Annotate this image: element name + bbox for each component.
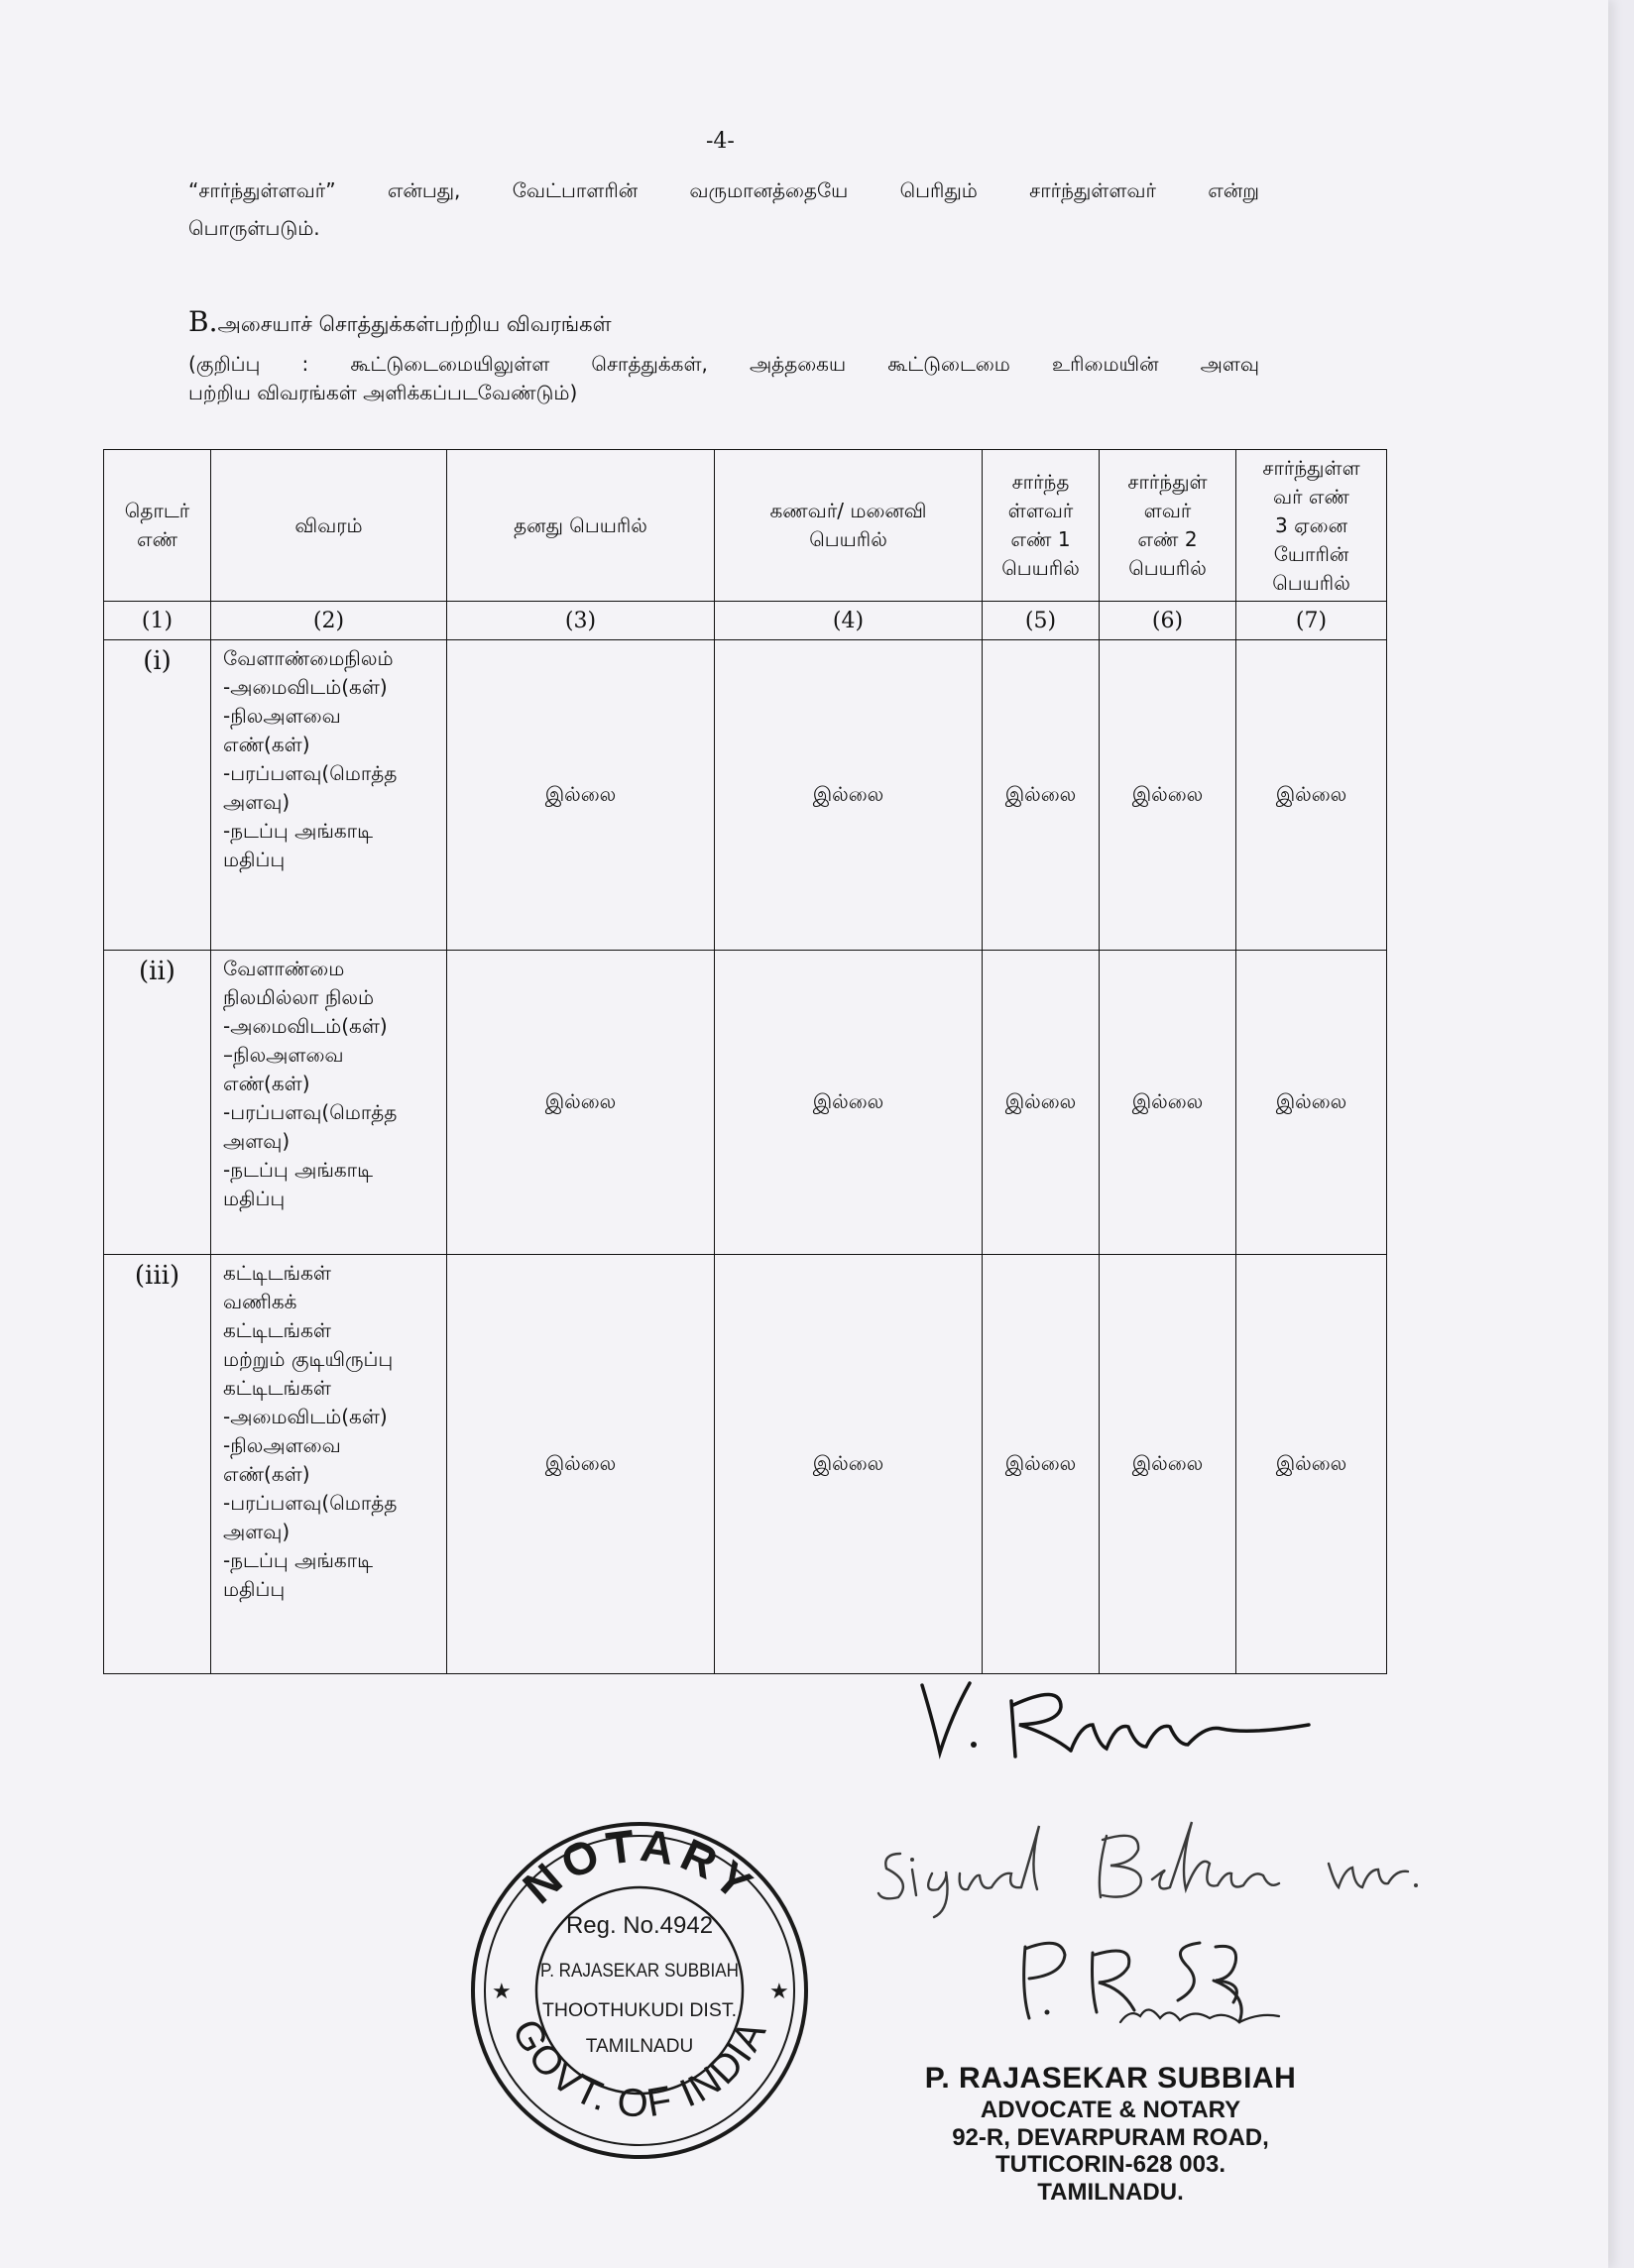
value-cell: இல்லை xyxy=(1236,1255,1387,1674)
notary-name: P. RAJASEKAR SUBBIAH xyxy=(924,2062,1297,2095)
header-line: சார்ந்துள்ள xyxy=(1262,455,1360,480)
description-line: -நிலஅளவை xyxy=(223,1433,341,1457)
header-line: தனது பெயரில் xyxy=(514,512,647,537)
column-number-row xyxy=(104,602,1387,640)
seal-district: THOOTHUKUDI DIST. xyxy=(542,2000,737,2021)
header-line: சார்ந்துள் xyxy=(1127,470,1208,494)
description-line: -நடப்பு அங்காடி xyxy=(223,1158,373,1182)
description-line: கட்டிடங்கள் xyxy=(223,1318,331,1342)
description-line: அளவு) xyxy=(223,790,291,814)
notary-initials xyxy=(1011,1923,1329,2042)
table-row xyxy=(104,640,1387,951)
value-cell: இல்லை xyxy=(715,640,983,951)
description-line: -நடப்பு அங்காடி xyxy=(223,1548,373,1572)
table-row xyxy=(104,951,1387,1255)
header-line: விவரம் xyxy=(294,512,363,537)
description-cell xyxy=(211,951,447,1255)
header-line: கணவர்/ மனைவி xyxy=(769,499,927,522)
serial-number: (ii) xyxy=(104,951,211,1255)
header-line: பெயரில் xyxy=(1128,556,1207,580)
definition-line-1 xyxy=(188,178,1259,203)
column-header xyxy=(104,450,211,602)
description-line: அளவு) xyxy=(223,1520,291,1543)
description-line: அளவு) xyxy=(223,1129,291,1153)
description-line: வேளாண்மை xyxy=(223,957,345,980)
definition-word: வருமானத்தையே xyxy=(689,178,849,202)
description-line: எண்(கள்) xyxy=(223,733,310,756)
value-cell: இல்லை xyxy=(447,1255,715,1674)
description-line: -நடப்பு அங்காடி xyxy=(223,819,373,843)
seal-state: TAMILNADU xyxy=(585,2036,694,2057)
header-line: பெயரில் xyxy=(1272,570,1350,595)
column-header xyxy=(1100,450,1236,602)
header-line: பெயரில் xyxy=(1001,556,1080,580)
notary-address-line: 92-R, DEVARPURAM ROAD, xyxy=(952,2123,1269,2151)
notary-address-stamp xyxy=(882,2062,1339,2207)
description-line: -அமைவிடம்(கள்) xyxy=(223,675,388,699)
value-cell: இல்லை xyxy=(447,951,715,1255)
header-line: ளவர் xyxy=(1143,499,1192,522)
value-cell: இல்லை xyxy=(983,951,1100,1255)
table-row xyxy=(104,1255,1387,1674)
description-line: மதிப்பு xyxy=(223,848,286,871)
page-number: -4- xyxy=(706,129,735,154)
seal-top-text: NOTARY xyxy=(513,1822,766,1914)
description-cell xyxy=(211,1255,447,1674)
definition-word: “சார்ந்துள்ளவர்” xyxy=(188,178,336,202)
description-line: -அமைவிடம்(கள்) xyxy=(223,1014,388,1038)
section-title xyxy=(188,305,612,339)
description-line: வேளாண்மைநிலம் xyxy=(223,646,394,670)
column-number: (1) xyxy=(104,602,211,640)
header-line: பெயரில் xyxy=(809,527,887,551)
header-line: எண் xyxy=(136,527,178,551)
column-number: (6) xyxy=(1100,602,1236,640)
header-line: 3 ஏனை xyxy=(1275,512,1347,537)
value-cell: இல்லை xyxy=(1236,951,1387,1255)
column-header xyxy=(1236,450,1387,602)
description-line: –நிலஅளவை xyxy=(223,1043,344,1067)
description-line: -பரப்பளவு(மொத்த xyxy=(223,1100,398,1124)
value-cell: இல்லை xyxy=(1100,951,1236,1255)
table-header-row xyxy=(104,450,1387,602)
note-line-1: (குறிப்பு : கூட்டுடைமையிலுள்ள சொத்துக்கள், அத்தகைய கூட்டுடைமை உரிமையின் அளவு xyxy=(188,352,1259,376)
value-cell: இல்லை xyxy=(1100,1255,1236,1674)
seal-reg-number: Reg. No.4942 xyxy=(565,1912,714,1939)
description-line: வணிகக் xyxy=(223,1290,297,1313)
description-line: மற்றும் குடியிருப்பு xyxy=(223,1347,394,1371)
seal-star-icon: ★ xyxy=(492,1980,512,2004)
value-cell: இல்லை xyxy=(715,1255,983,1674)
header-line: யோரின் xyxy=(1273,541,1349,566)
candidate-signature xyxy=(912,1665,1329,1784)
definition-line-2: பொருள்படும். xyxy=(188,216,320,240)
section-heading: அசையாச் சொத்துக்கள்பற்றிய விவரங்கள் xyxy=(217,312,612,336)
description-line: கட்டிடங்கள் xyxy=(223,1261,331,1285)
description-cell xyxy=(211,640,447,951)
description-line: எண்(கள்) xyxy=(223,1072,310,1095)
value-cell: இல்லை xyxy=(983,1255,1100,1674)
column-number: (7) xyxy=(1236,602,1387,640)
column-number: (5) xyxy=(983,602,1100,640)
header-line: எண் 2 xyxy=(1137,527,1198,551)
column-number: (4) xyxy=(715,602,983,640)
description-line: -பரப்பளவு(மொத்த xyxy=(223,1491,398,1515)
definition-word: பெரிதும் xyxy=(899,178,978,202)
definition-word: என்று xyxy=(1208,178,1259,202)
seal-bottom-text: GOVT. OF INDIA xyxy=(503,2012,776,2126)
value-cell: இல்லை xyxy=(447,640,715,951)
immovable-assets-table xyxy=(103,449,1387,1674)
signed-before-me-handwriting xyxy=(873,1814,1428,1923)
column-header xyxy=(447,450,715,602)
header-line: சார்ந்த xyxy=(1011,470,1070,494)
notary-state: TAMILNADU. xyxy=(1037,2179,1184,2207)
description-line: நிலமில்லா நிலம் xyxy=(223,985,375,1009)
description-line: மதிப்பு xyxy=(223,1187,286,1210)
notary-address-line: TUTICORIN-628 003. xyxy=(994,2151,1226,2179)
column-header xyxy=(715,450,983,602)
seal-name: P. RAJASEKAR SUBBIAH xyxy=(540,1961,739,1982)
description-line: கட்டிடங்கள் xyxy=(223,1376,331,1400)
value-cell: இல்லை xyxy=(715,951,983,1255)
header-line: வர் எண் xyxy=(1272,484,1349,509)
description-line: -அமைவிடம்(கள்) xyxy=(223,1405,388,1428)
value-cell: இல்லை xyxy=(983,640,1100,951)
serial-number: (i) xyxy=(104,640,211,951)
description-line: -பரப்பளவு(மொத்த xyxy=(223,761,398,785)
description-line: எண்(கள்) xyxy=(223,1462,310,1486)
serial-number: (iii) xyxy=(104,1255,211,1674)
header-line: ள்ளவர் xyxy=(1007,499,1074,522)
notary-title: ADVOCATE & NOTARY xyxy=(980,2096,1241,2123)
column-header xyxy=(211,450,447,602)
column-number: (3) xyxy=(447,602,715,640)
description-line: மதிப்பு xyxy=(223,1577,286,1601)
header-line: தொடர் xyxy=(124,499,190,522)
column-header xyxy=(983,450,1100,602)
section-letter: B. xyxy=(188,305,218,338)
note-line-2: பற்றிய விவரங்கள் அளிக்கப்படவேண்டும்) xyxy=(188,381,578,404)
definition-word: என்பது, xyxy=(387,178,461,202)
value-cell: இல்லை xyxy=(1100,640,1236,951)
notary-seal xyxy=(456,1822,823,2159)
section-note xyxy=(188,350,1259,407)
value-cell: இல்லை xyxy=(1236,640,1387,951)
description-line: -நிலஅளவை xyxy=(223,704,341,728)
definition-word: வேட்பாளரின் xyxy=(512,178,639,202)
definition-word: சார்ந்துள்ளவர் xyxy=(1029,178,1156,202)
header-line: எண் 1 xyxy=(1010,527,1071,551)
seal-star-icon: ★ xyxy=(769,1980,789,2004)
column-number: (2) xyxy=(211,602,447,640)
